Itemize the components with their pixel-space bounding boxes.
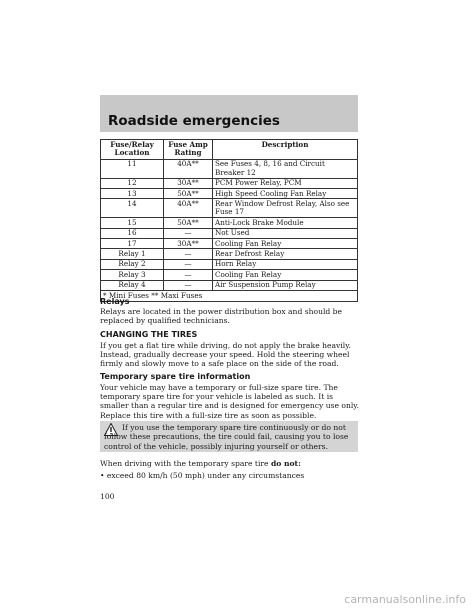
table-footnote: * Mini Fuses ** Maxi Fuses xyxy=(101,291,358,301)
col-header-rating: Fuse Amp Rating xyxy=(164,140,213,160)
driving-note-lead: When driving with the temporary spare tire xyxy=(100,459,271,468)
warning-box xyxy=(100,421,358,452)
cell-location: Relay 2 xyxy=(101,259,164,269)
driving-note-emphasis: do not: xyxy=(270,459,301,468)
cell-rating: — xyxy=(164,249,213,259)
table-row xyxy=(101,280,358,290)
warning-text: If you use the temporary spare tire continuously or do not follow these precautions, the tire could fail, causing you to lose control of the vehicle, possibly injuring yourself or others. xyxy=(104,423,349,451)
watermark: carmanualsonline.info xyxy=(344,593,466,606)
cell-description: High Speed Cooling Fan Relay xyxy=(213,189,358,199)
table-footnote-row xyxy=(101,291,358,301)
changing-tires-text: If you get a flat tire while driving, do not apply the brake heavily. Instead, gradually decrease your speed. Hold the steering wheel firmly and slowly move to a safe place on the side of the road. xyxy=(100,341,351,369)
page-number: 100 xyxy=(100,492,115,501)
table-row xyxy=(101,189,358,199)
relays-heading: Relays xyxy=(100,297,130,306)
spare-tire-heading: Temporary spare tire information xyxy=(100,372,251,381)
table-row xyxy=(101,218,358,228)
cell-rating: 50A** xyxy=(164,189,213,199)
bullet-item xyxy=(100,471,304,480)
cell-rating: 40A** xyxy=(164,159,213,178)
cell-location: 11 xyxy=(101,159,164,178)
cell-location: 15 xyxy=(101,218,164,228)
cell-rating: — xyxy=(164,280,213,290)
cell-location: Relay 4 xyxy=(101,280,164,290)
cell-location: 14 xyxy=(101,199,164,218)
fuse-table-body xyxy=(101,159,358,290)
cell-rating: 30A** xyxy=(164,239,213,249)
table-row xyxy=(101,270,358,280)
section-title: Roadside emergencies xyxy=(108,113,280,129)
cell-rating: — xyxy=(164,259,213,269)
cell-rating: — xyxy=(164,228,213,238)
cell-description: See Fuses 4, 8, 16 and Circuit Breaker 12 xyxy=(213,159,358,178)
cell-description: Rear Defrost Relay xyxy=(213,249,358,259)
cell-description: Rear Window Defrost Relay, Also see Fuse 17 xyxy=(213,199,358,218)
bullet-dot-icon: • xyxy=(100,471,105,480)
cell-location: Relay 1 xyxy=(101,249,164,259)
cell-rating: 30A** xyxy=(164,178,213,188)
cell-rating: 40A** xyxy=(164,199,213,218)
fuse-table xyxy=(100,139,358,302)
table-row xyxy=(101,199,358,218)
cell-description: Cooling Fan Relay xyxy=(213,270,358,280)
col-header-location: Fuse/Relay Location xyxy=(101,140,164,160)
changing-tires-heading: CHANGING THE TIRES xyxy=(100,330,198,339)
driving-note xyxy=(100,459,362,468)
cell-location: 12 xyxy=(101,178,164,188)
spare-tire-text: Your vehicle may have a temporary or full-size spare tire. The temporary spare tire for your vehicle is labeled as such. It is smaller than a regular tire and is designed for emergency use only. Replace this tire with a full-size tire as soon as possible. xyxy=(100,383,359,420)
table-row xyxy=(101,178,358,188)
cell-rating: — xyxy=(164,270,213,280)
cell-description: Air Suspension Pump Relay xyxy=(213,280,358,290)
cell-description: Not Used xyxy=(213,228,358,238)
table-header-row xyxy=(101,140,358,160)
table-row xyxy=(101,159,358,178)
cell-location: Relay 3 xyxy=(101,270,164,280)
bullet-text: exceed 80 km/h (50 mph) under any circumstances xyxy=(106,471,305,480)
cell-location: 13 xyxy=(101,189,164,199)
cell-rating: 50A** xyxy=(164,218,213,228)
table-row xyxy=(101,228,358,238)
cell-description: Horn Relay xyxy=(213,259,358,269)
table-row xyxy=(101,249,358,259)
col-header-description: Description xyxy=(213,140,358,160)
section-header xyxy=(100,95,358,132)
cell-description: Anti-Lock Brake Module xyxy=(213,218,358,228)
cell-location: 17 xyxy=(101,239,164,249)
cell-description: PCM Power Relay, PCM xyxy=(213,178,358,188)
cell-location: 16 xyxy=(101,228,164,238)
table-row xyxy=(101,259,358,269)
table-row xyxy=(101,239,358,249)
relays-text: Relays are located in the power distribution box and should be replaced by qualified technicians. xyxy=(100,307,343,326)
cell-description: Cooling Fan Relay xyxy=(213,239,358,249)
